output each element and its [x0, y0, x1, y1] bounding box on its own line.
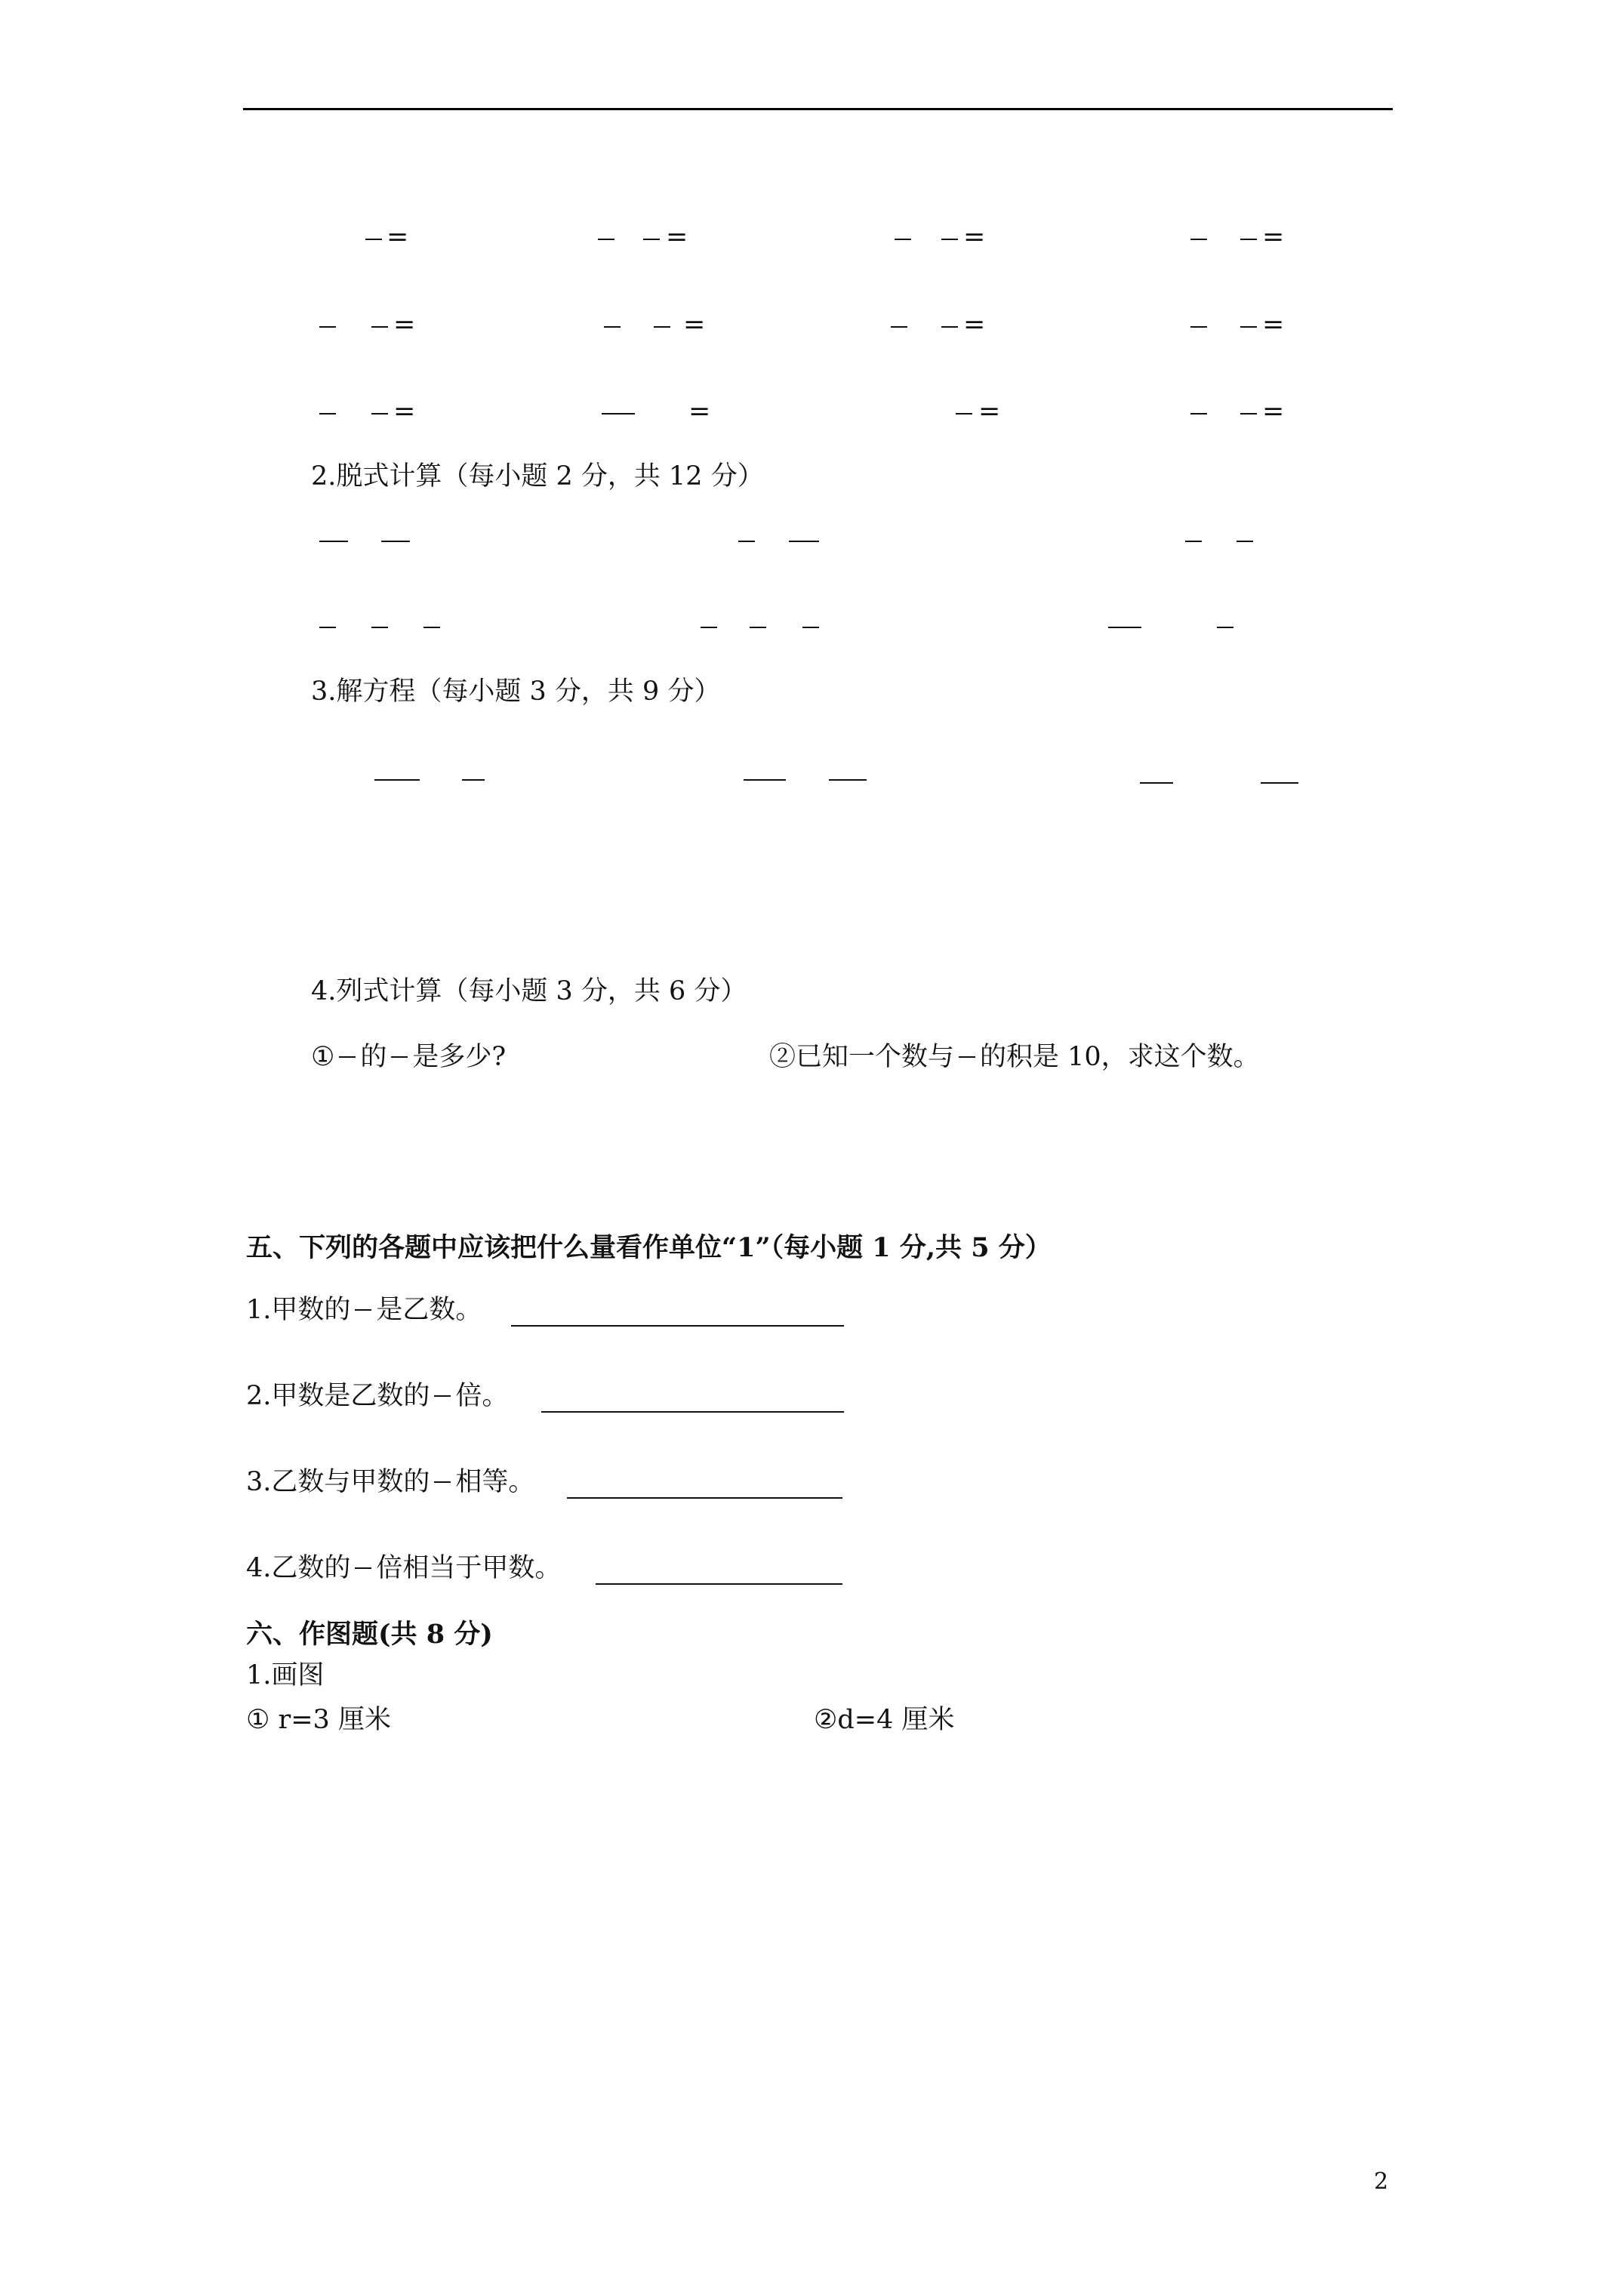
- equals: =: [963, 222, 986, 252]
- q4-heading: 4.列式计算（每小题 3 分，共 6 分）: [311, 976, 747, 1006]
- draw-item-b: ②d=4 厘米: [814, 1705, 955, 1735]
- equals: =: [666, 222, 688, 252]
- fraction-bar: [1190, 326, 1207, 328]
- equals: =: [688, 396, 711, 427]
- fraction-bar: [434, 1481, 451, 1483]
- fraction-bar: [643, 239, 660, 240]
- fraction-bar: [959, 1056, 975, 1058]
- fraction-bar: [829, 779, 867, 781]
- answer-blank-4[interactable]: [596, 1583, 842, 1585]
- q4-a-num: ①: [311, 1042, 335, 1072]
- fraction-bar: [319, 541, 348, 542]
- equals: =: [387, 222, 409, 252]
- fraction-bar: [391, 1056, 408, 1058]
- q4-a-end: 是多少?: [412, 1042, 507, 1072]
- section6-sub1: 1.画图: [246, 1660, 325, 1690]
- fraction-bar: [1190, 239, 1207, 240]
- fraction-bar: [1140, 782, 1173, 784]
- fraction-bar: [365, 239, 382, 240]
- fraction-bar: [371, 627, 388, 628]
- fraction-bar: [1240, 413, 1257, 415]
- equals: =: [393, 396, 416, 427]
- fraction-bar: [355, 1567, 371, 1569]
- fraction-bar: [371, 326, 388, 328]
- equals: =: [1262, 310, 1285, 340]
- section5-item-2: 2.甲数是乙数的 倍。: [246, 1381, 509, 1411]
- fraction-bar: [381, 541, 410, 542]
- q4-item-b: [769, 1042, 1260, 1072]
- fraction-bar: [1240, 239, 1257, 240]
- fraction-bar: [319, 326, 336, 328]
- fraction-bar: [355, 1309, 371, 1311]
- header-rule: [243, 108, 1393, 110]
- page-number: 2: [1374, 2168, 1389, 2195]
- fraction-bar: [374, 779, 420, 781]
- fraction-bar: [744, 779, 786, 781]
- equals: =: [683, 310, 706, 340]
- fraction-bar: [701, 627, 717, 628]
- fraction-bar: [1261, 782, 1298, 784]
- equals: =: [978, 396, 1001, 427]
- fraction-bar: [738, 541, 755, 542]
- fraction-bar: [941, 326, 958, 328]
- fraction-bar: [319, 413, 336, 415]
- fraction-bar: [604, 326, 621, 328]
- fraction-bar: [598, 239, 614, 240]
- section5-item-1: 1.甲数的 是乙数。: [246, 1295, 482, 1325]
- fraction-bar: [339, 1056, 356, 1058]
- fraction-bar: [1240, 326, 1257, 328]
- q3-heading: 3.解方程（每小题 3 分，共 9 分）: [311, 676, 721, 707]
- fraction-bar: [1190, 413, 1207, 415]
- fraction-bar: [434, 1395, 451, 1397]
- fraction-bar: [750, 627, 766, 628]
- fraction-bar: [1217, 627, 1233, 628]
- fraction-bar: [891, 326, 907, 328]
- equals: =: [1262, 222, 1285, 252]
- fraction-bar: [654, 326, 670, 328]
- draw-item-a: ① r=3 厘米: [246, 1705, 391, 1735]
- q2-heading: 2.脱式计算（每小题 2 分，共 12 分）: [311, 461, 764, 492]
- equals: =: [1262, 396, 1285, 427]
- fraction-bar: [789, 541, 819, 542]
- fraction-bar: [956, 413, 972, 415]
- equals: =: [393, 310, 416, 340]
- fraction-bar: [602, 413, 635, 415]
- q4-b-start: ②已知一个数与: [769, 1042, 955, 1072]
- fraction-bar: [423, 627, 440, 628]
- fraction-bar: [319, 627, 336, 628]
- fraction-bar: [1185, 541, 1202, 542]
- fraction-bar: [895, 239, 911, 240]
- q4-item-a: [311, 1042, 506, 1072]
- q4-a-mid: 的: [360, 1042, 387, 1072]
- fraction-bar: [802, 627, 819, 628]
- fraction-bar: [462, 779, 485, 781]
- answer-blank-2[interactable]: [541, 1411, 844, 1413]
- answer-blank-1[interactable]: [511, 1325, 844, 1327]
- fraction-bar: [1108, 627, 1141, 628]
- section5-title: 五、下列的各题中应该把什么量看作单位“1”（每小题 1 分,共 5 分）: [246, 1232, 1052, 1263]
- answer-blank-3[interactable]: [567, 1497, 842, 1499]
- section5-item-4: 4.乙数的 倍相当于甲数。: [246, 1553, 562, 1583]
- q4-b-end: 的积是 10，求这个数。: [980, 1042, 1260, 1072]
- section6-title: 六、作图题(共 8 分): [246, 1619, 493, 1650]
- fraction-bar: [1236, 541, 1253, 542]
- fraction-bar: [371, 413, 388, 415]
- section5-item-3: 3.乙数与甲数的 相等。: [246, 1467, 535, 1497]
- equals: =: [963, 310, 986, 340]
- fraction-bar: [941, 239, 958, 240]
